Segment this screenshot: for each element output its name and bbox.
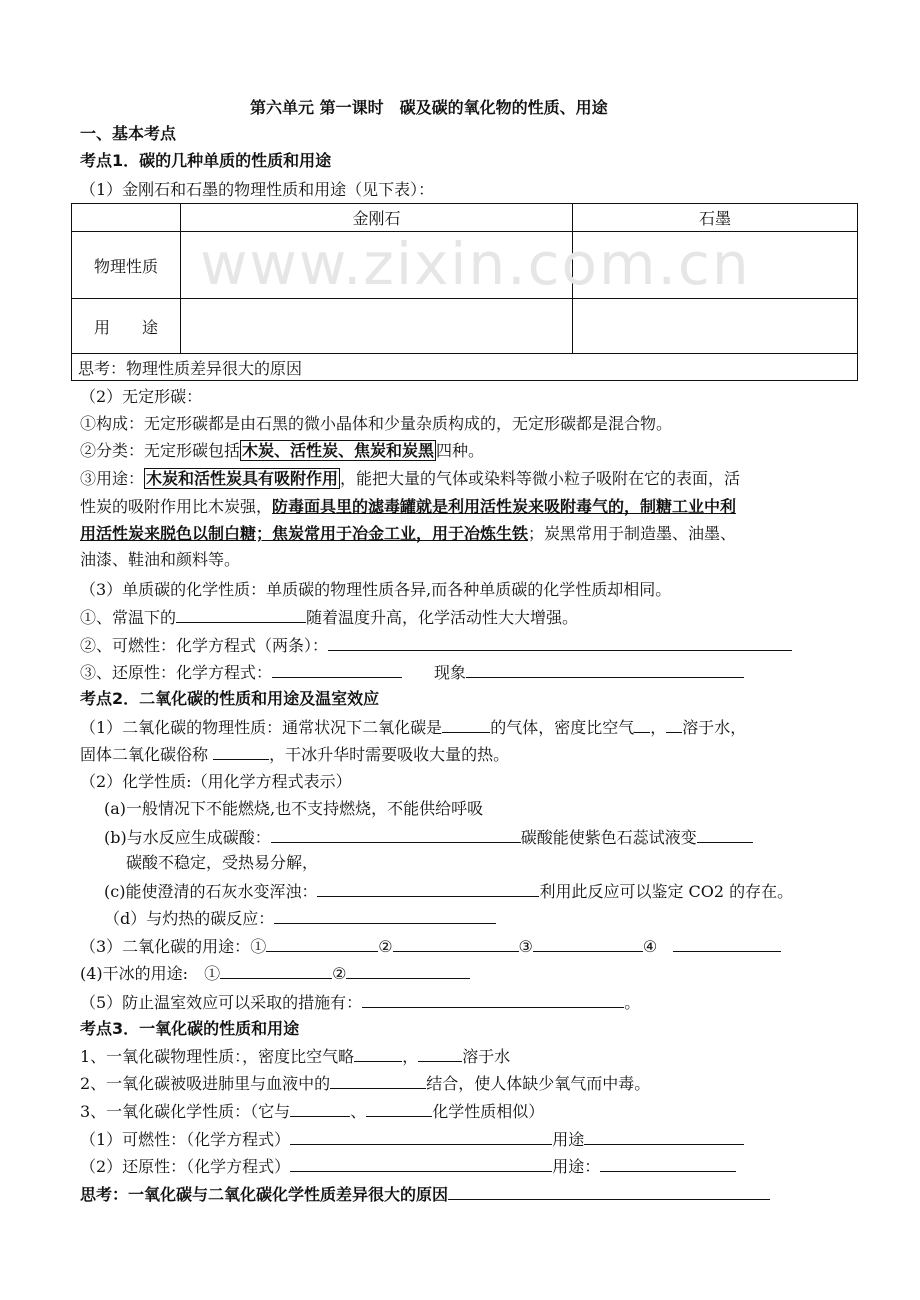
text: （3）二氧化碳的用途： bbox=[80, 937, 251, 956]
answer-blank[interactable] bbox=[290, 1155, 552, 1172]
text-line: ①构成：无定形碳都是由石黑的微小晶体和少量杂质构成的，无定形碳都是混合物。 bbox=[80, 414, 673, 433]
answer-blank[interactable] bbox=[266, 935, 378, 952]
answer-blank[interactable] bbox=[271, 826, 521, 843]
page-title: 第六单元 第一课时 碳及碳的氧化物的性质、用途 bbox=[250, 98, 608, 117]
text: ，干冰升华时需要吸收大量的热。 bbox=[269, 745, 510, 764]
answer-blank[interactable] bbox=[418, 1045, 462, 1062]
text: ② bbox=[378, 937, 393, 956]
answer-blank[interactable] bbox=[290, 1100, 350, 1117]
underlined-text: 防毒面具里的滤毒罐就是利用活性炭来吸附毒气的，制糖工业中利 bbox=[272, 497, 737, 516]
header-diamond: 金刚石 bbox=[181, 204, 573, 232]
text-line: （2）无定形碳： bbox=[80, 387, 203, 406]
text-line bbox=[80, 661, 744, 684]
text-line bbox=[80, 991, 640, 1014]
text-line bbox=[80, 1128, 744, 1151]
text: 1、一氧化碳物理性质：，密度比空气略 bbox=[80, 1047, 355, 1066]
text-line bbox=[104, 826, 753, 849]
answer-cell[interactable] bbox=[181, 299, 573, 354]
row-uses: 用 途 bbox=[72, 299, 181, 354]
text: 3、一氧化碳化学性质：（它与 bbox=[80, 1102, 291, 1121]
text: ③ bbox=[518, 937, 533, 956]
text-line bbox=[80, 1155, 736, 1178]
text: 用途： bbox=[552, 1157, 601, 1176]
topic-3-heading: 考点3．一氧化碳的性质和用途 bbox=[80, 1019, 300, 1038]
watermark: www.zixin.com.cn bbox=[200, 230, 751, 298]
text: 现象 bbox=[434, 663, 467, 682]
text-line bbox=[80, 634, 792, 657]
answer-blank[interactable] bbox=[354, 1045, 402, 1062]
text: ， bbox=[650, 718, 667, 737]
text-line bbox=[80, 1045, 510, 1068]
text: ，能把大量的气体或染料等微小粒子吸附在它的表面，活 bbox=[340, 469, 741, 488]
answer-blank[interactable] bbox=[600, 1155, 736, 1172]
answer-blank[interactable] bbox=[584, 1128, 744, 1145]
text: 溶于水 bbox=[462, 1047, 511, 1066]
text: 性炭的吸附作用比木炭强， bbox=[80, 497, 273, 516]
text-line: （2）化学性质:（用化学方程式表示） bbox=[80, 772, 352, 791]
text-line bbox=[80, 716, 746, 739]
underlined-text: 用活性炭来脱色以制白糖；焦炭常用于冶金工业，用于冶炼生铁 bbox=[80, 524, 529, 543]
row-physical: 物理性质 bbox=[72, 232, 181, 299]
answer-blank[interactable] bbox=[362, 991, 624, 1008]
text: ② bbox=[332, 964, 347, 983]
answer-blank[interactable] bbox=[213, 743, 269, 760]
text-line bbox=[80, 468, 740, 490]
answer-blank[interactable] bbox=[448, 1183, 770, 1200]
text: （1）可燃性：（化学方程式） bbox=[80, 1130, 291, 1149]
text-line bbox=[80, 606, 578, 629]
answer-blank[interactable] bbox=[673, 935, 781, 952]
answer-blank[interactable] bbox=[272, 661, 402, 678]
text: 碳酸能使紫色石蕊试液变 bbox=[520, 828, 697, 847]
text: 随着温度升高，化学活动性大大增强。 bbox=[306, 608, 579, 627]
think-row: 思考：物理性质差异很大的原因 bbox=[72, 354, 858, 381]
text-line bbox=[80, 1183, 770, 1206]
text-line: 碳酸不稳定，受热易分解， bbox=[126, 853, 319, 872]
text-line bbox=[80, 962, 470, 985]
text: 。 bbox=[624, 993, 641, 1012]
text-line bbox=[80, 1072, 650, 1095]
answer-cell[interactable] bbox=[573, 299, 858, 354]
section-heading: 一、基本考点 bbox=[80, 124, 177, 143]
text-line bbox=[80, 496, 736, 518]
text-line bbox=[80, 743, 509, 766]
answer-blank[interactable] bbox=[328, 634, 792, 651]
text-line bbox=[80, 523, 736, 545]
text-line bbox=[80, 1100, 544, 1123]
text: ①、常温下的 bbox=[80, 608, 177, 627]
answer-blank[interactable] bbox=[442, 716, 490, 733]
text: ②分类：无定形碳包括 bbox=[80, 441, 241, 460]
answer-blank[interactable] bbox=[634, 716, 650, 733]
topic-2-heading: 考点2．二氧化碳的性质和用途及温室效应 bbox=[80, 689, 380, 708]
text-line bbox=[104, 880, 793, 903]
text: 思考：一氧化碳与二氧化碳化学性质差异很大的原因 bbox=[80, 1185, 449, 1204]
text: ③用途： bbox=[80, 469, 145, 488]
header-graphite: 石墨 bbox=[573, 204, 858, 232]
boxed-text: 木炭、活性炭、焦炭和炭黑 bbox=[242, 441, 435, 460]
text-line bbox=[80, 935, 781, 958]
text-line: （3）单质碳的化学性质：单质碳的物理性质各异,而各种单质碳的化学性质却相同。 bbox=[80, 580, 672, 599]
text: 结合，使人体缺少氧气而中毒。 bbox=[426, 1074, 651, 1093]
text: 利用此反应可以鉴定 CO2 的存在。 bbox=[539, 882, 794, 901]
text: (4)干冰的用途: bbox=[80, 964, 205, 983]
text: 化学性质相似） bbox=[432, 1102, 545, 1121]
text: 2、一氧化碳被吸进肺里与血液中的 bbox=[80, 1074, 331, 1093]
text: 、 bbox=[350, 1102, 367, 1121]
text: (c)能使澄清的石灰水变浑浊： bbox=[104, 882, 318, 901]
text: ， bbox=[402, 1047, 419, 1066]
answer-blank[interactable] bbox=[466, 661, 744, 678]
text: 用途 bbox=[552, 1130, 585, 1149]
text-line: (a)一般情况下不能燃烧,也不支持燃烧，不能供给呼吸 bbox=[104, 799, 484, 818]
answer-blank[interactable] bbox=[393, 935, 519, 952]
text: ③、还原性：化学方程式： bbox=[80, 663, 273, 682]
answer-blank[interactable] bbox=[290, 1128, 552, 1145]
text: （1）二氧化碳的物理性质：通常状况下二氧化碳是 bbox=[80, 718, 443, 737]
answer-blank[interactable] bbox=[330, 1072, 426, 1089]
text-line bbox=[104, 907, 496, 930]
answer-blank[interactable] bbox=[366, 1100, 432, 1117]
text-line bbox=[80, 440, 484, 462]
text: 溶于水， bbox=[682, 718, 747, 737]
answer-blank[interactable] bbox=[533, 935, 643, 952]
answer-blank[interactable] bbox=[220, 962, 332, 979]
text: （5）防止温室效应可以采取的措施有： bbox=[80, 993, 363, 1012]
text: ④ bbox=[642, 937, 658, 956]
text: (b)与水反应生成碳酸： bbox=[104, 828, 271, 847]
text: ②、可燃性：化学方程式（两条）： bbox=[80, 636, 329, 655]
text: 四种。 bbox=[436, 441, 485, 460]
topic-1-heading: 考点1．碳的几种单质的性质和用途 bbox=[80, 151, 332, 170]
answer-blank[interactable] bbox=[697, 826, 753, 843]
text: 固体二氧化碳俗称 bbox=[80, 745, 214, 764]
text: 的气体，密度比空气 bbox=[490, 718, 635, 737]
text-line: （1）金刚石和石墨的物理性质和用途（见下表）： bbox=[80, 180, 435, 199]
text: （2）还原性：（化学方程式） bbox=[80, 1157, 291, 1176]
text: （d）与灼热的碳反应： bbox=[104, 909, 275, 928]
answer-blank[interactable] bbox=[176, 606, 306, 623]
answer-blank[interactable] bbox=[317, 880, 539, 897]
text: ① bbox=[250, 937, 267, 956]
answer-blank[interactable] bbox=[346, 962, 470, 979]
answer-blank[interactable] bbox=[666, 716, 682, 733]
answer-blank[interactable] bbox=[274, 907, 496, 924]
text-line: 油漆、鞋油和颜料等。 bbox=[80, 550, 241, 569]
boxed-text: 木炭和活性炭具有吸附作用 bbox=[146, 469, 339, 488]
text: ；炭黑常用于制造墨、油墨、 bbox=[528, 524, 737, 543]
text: ① bbox=[204, 964, 221, 983]
